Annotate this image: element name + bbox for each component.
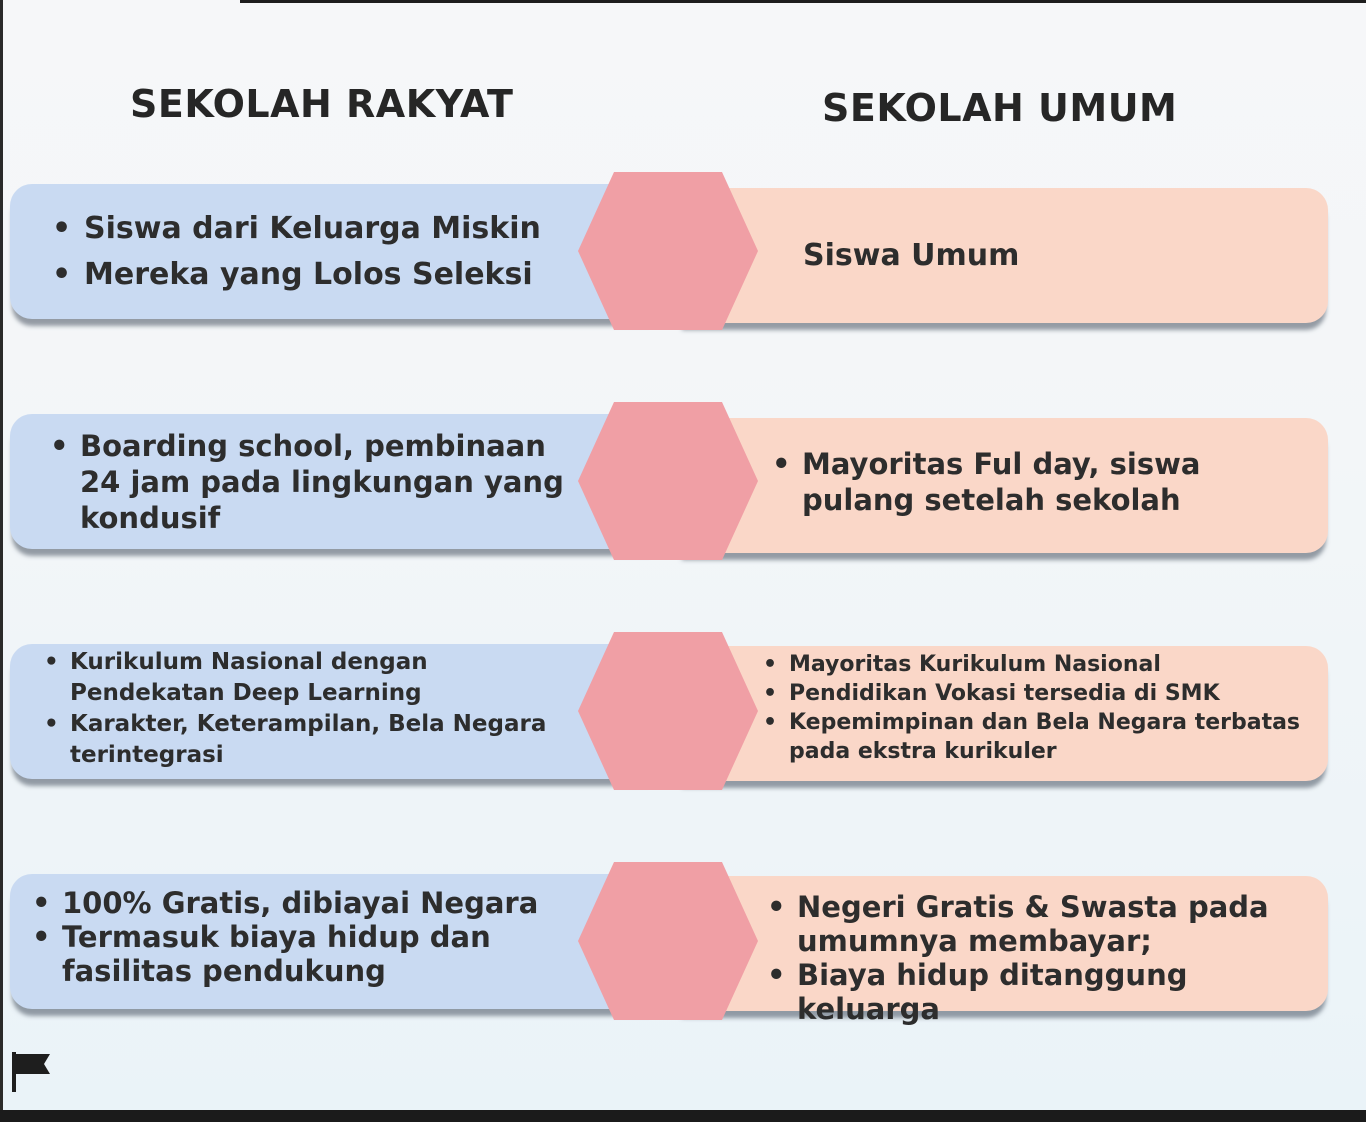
hexagon-connector — [578, 632, 758, 790]
left-list — [80, 428, 570, 536]
list-item: • 100% Gratis, dibiayai Negara — [62, 886, 582, 920]
list-item: • Karakter, Keterampilan, Bela Negara terintegrasi — [70, 709, 570, 771]
comparison-row-students — [0, 184, 1366, 334]
header-sekolah-rakyat: SEKOLAH RAKYAT — [130, 82, 514, 126]
list-item: • Pendidikan Vokasi tersedia di SMK — [789, 679, 1309, 708]
list-item: • Mereka yang Lolos Seleksi — [84, 258, 604, 292]
hexagon-connector — [578, 172, 758, 330]
flag-icon — [10, 1048, 54, 1092]
list-item: • Kurikulum Nasional dengan Pendekatan Deep Learning — [70, 647, 570, 709]
list-item: • Termasuk biaya hidup dan fasilitas pendukung — [62, 920, 582, 988]
hexagon-connector — [578, 402, 758, 560]
list-item: • Kepemimpinan dan Bela Negara terbatas pada ekstra kurikuler — [789, 708, 1309, 766]
left-list — [70, 647, 570, 771]
list-item: • Mayoritas Kurikulum Nasional — [789, 650, 1309, 679]
list-item: • Negeri Gratis & Swasta pada umumnya membayar; — [797, 890, 1297, 958]
comparison-row-cost — [0, 874, 1366, 1024]
comparison-row-boarding — [0, 414, 1366, 564]
list-item: • Mayoritas Ful day, siswa pulang setelah sekolah — [802, 446, 1222, 518]
top-border — [240, 0, 1366, 3]
left-list — [62, 886, 582, 988]
hexagon-connector — [578, 862, 758, 1020]
list-item: • Siswa dari Keluarga Miskin — [84, 212, 604, 246]
list-item: • Biaya hidup ditanggung keluarga — [797, 958, 1297, 1026]
right-list — [789, 650, 1309, 766]
list-item: • Boarding school, pembinaan 24 jam pada lingkungan yang kondusif — [80, 428, 570, 536]
header-sekolah-umum: SEKOLAH UMUM — [822, 86, 1178, 130]
left-list — [84, 212, 604, 292]
comparison-row-curriculum — [0, 644, 1366, 794]
right-text: Siswa Umum — [803, 238, 1020, 273]
right-list — [797, 890, 1297, 1026]
bottom-border — [0, 1110, 1366, 1122]
right-list — [802, 446, 1222, 518]
